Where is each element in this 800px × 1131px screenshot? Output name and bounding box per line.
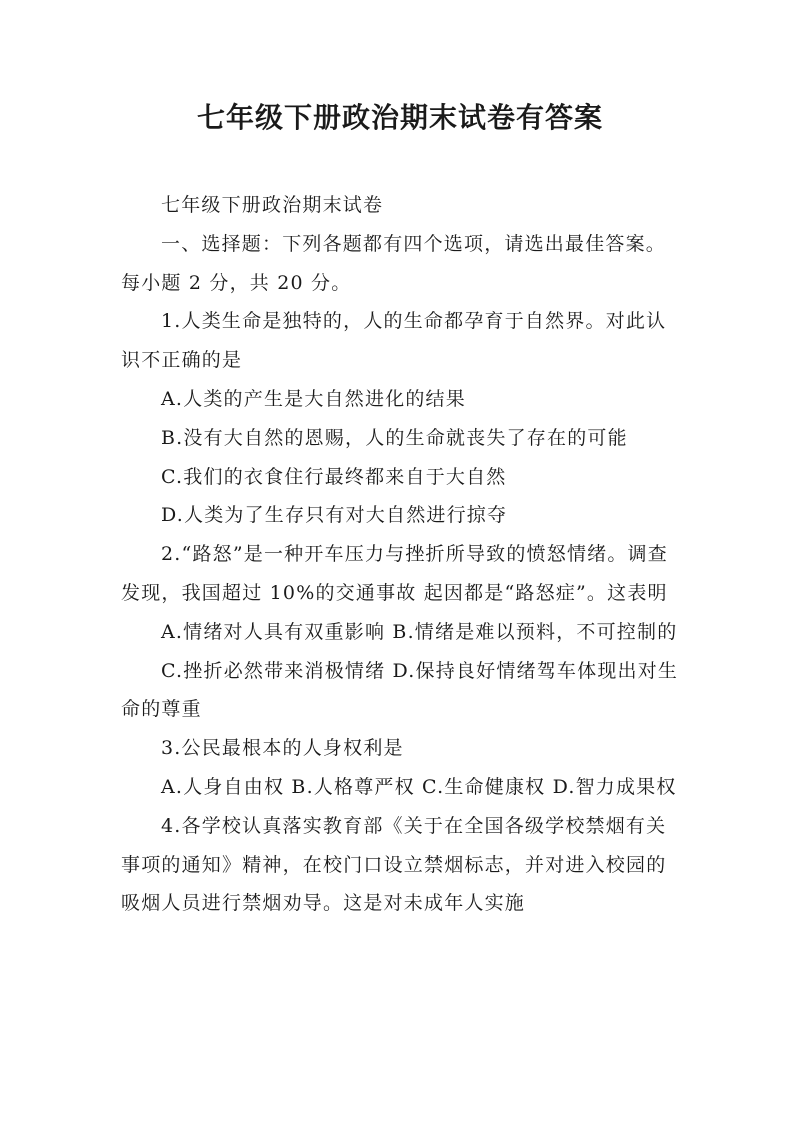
- paper-heading: 七年级下册政治期末试卷: [161, 194, 384, 216]
- question-3: 3.公民最根本的人身权利是: [161, 737, 404, 760]
- question-2-options-cd: C.挫折必然带来消极情绪 D.保持良好情绪驾车体现出对生命的尊重: [121, 659, 679, 721]
- question-1-option-a: A.人类的产生是大自然进化的结果: [161, 387, 466, 410]
- question-3-options: A.人身自由权 B.人格尊严权 C.生命健康权 D.智力成果权: [161, 775, 677, 798]
- question-1-option-d: D.人类为了生存只有对大自然进行掠夺: [161, 504, 508, 527]
- question-1-option-c: C.我们的衣食住行最终都来自于大自然: [161, 465, 507, 488]
- question-4: 4.各学校认真落实教育部《关于在全国各级学校禁烟有关事项的通知》精神，在校门口设立禁烟标志，并对进入校园的吸烟人员进行禁烟劝导。这是对未成年人实施: [121, 814, 667, 915]
- question-2: 2.“路怒”是一种开车压力与挫折所导致的愤怒情绪。调查发现，我国超过 10%的交通事故 起因都是“路怒症”。这表明: [121, 543, 668, 604]
- question-2-options-ab: A.情绪对人具有双重影响 B.情绪是难以预料，不可控制的: [161, 620, 678, 643]
- document-body: [121, 186, 686, 923]
- document-title: 七年级下册政治期末试卷有答案: [196, 101, 603, 134]
- section-instructions: 一、选择题：下列各题都有四个选项，请选出最佳答案。每小题 2 分，共 20 分。: [121, 232, 667, 294]
- question-1-option-b: B.没有大自然的恩赐，人的生命就丧失了存在的可能: [161, 426, 628, 449]
- question-1: 1.人类生命是独特的，人的生命都孕育于自然界。对此认识不正确的是: [121, 310, 667, 372]
